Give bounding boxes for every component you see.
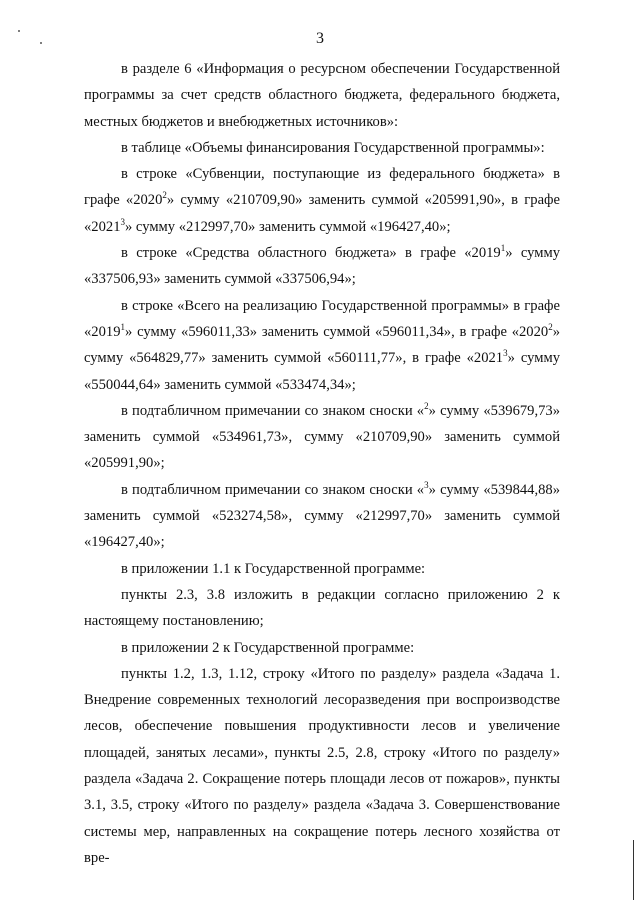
paragraph-text: в строке «Всего на реализацию Государственной программы» в графе «2019	[84, 297, 560, 340]
footnote-mark: 2	[548, 322, 553, 333]
paragraph-text: в таблице «Объемы финансирования Государственной программы»:	[121, 139, 545, 156]
footnote-mark: 3	[503, 348, 508, 359]
paragraph-text: в приложении 1.1 к Государственной программе:	[121, 560, 426, 577]
footnote-mark: 1	[120, 322, 125, 333]
paragraph	[84, 240, 560, 293]
paragraph-text: в подтабличном примечании со знаком сноски «	[121, 481, 425, 498]
paragraph-text: в приложении 2 к Государственной программе:	[121, 639, 415, 656]
footnote-mark: 3	[120, 216, 125, 227]
paragraph	[84, 582, 560, 635]
paragraph	[84, 477, 560, 556]
footnote-mark: 1	[500, 243, 506, 254]
paragraph-text: пункты 2.3, 3.8 изложить в редакции согласно приложению 2 к настоящему постановлению;	[84, 586, 560, 630]
paragraph-text: пункты 1.2, 1.3, 1.12, строку «Итого по разделу» раздела «Задача 1. Внедрение современных технологий лесоразведения при воспроизводстве лесов, обеспечение повышения продуктивности лесов и увеличение площадей, занятых лесами», пункты 2.5, 2.8, строку «Итого по разделу» раздела «Задача 2. Сокращение потерь площади лесов от пожаров», пункты 3.1, 3.5, строку «Итого по разделу» раздела «Задача 3. Совершенствование системы мер, направленных на сокращение потерь лесного хозяйства от вре-	[84, 665, 560, 866]
paragraph	[84, 635, 560, 661]
document-body	[84, 56, 560, 871]
paragraph-text: » сумму «596011,33» заменить суммой «596011,34», в графе «2020	[124, 323, 549, 340]
page-number: 3	[316, 30, 324, 47]
paragraph-text: » сумму «539679,73» заменить суммой «534961,73», сумму «210709,90» заменить суммой «205991,90»;	[84, 402, 560, 472]
paragraph	[84, 556, 560, 582]
paragraph-text: в разделе 6 «Информация о ресурсном обеспечении Государственной программы за счет средств областного бюджета, федерального бюджета, местных бюджетов и внебюджетных источников»:	[84, 61, 560, 130]
paragraph-text: в строке «Средства областного бюджета» в графе «2019	[121, 245, 501, 262]
paragraph	[84, 56, 560, 135]
paragraph-text: » сумму «550044,64» заменить суммой «533474,34»;	[84, 350, 560, 393]
paragraph	[84, 293, 560, 398]
paragraph-text: » сумму «212997,70» заменить суммой «196427,40»;	[124, 218, 451, 235]
paragraph-text: в строке «Субвенции, поступающие из федерального бюджета» в графе «2020	[84, 166, 560, 209]
paragraph	[84, 135, 560, 161]
paragraph	[84, 398, 560, 477]
scan-edge-line	[633, 840, 634, 900]
paragraph	[84, 161, 560, 240]
footnote-mark: 3	[424, 479, 429, 490]
paragraph-text: » сумму «337506,93» заменить суммой «337506,94»;	[84, 245, 560, 288]
paragraph-text: » сумму «564829,77» заменить суммой «560111,77», в графе «2021	[84, 323, 560, 367]
paragraph-text: в подтабличном примечании со знаком сноски «	[121, 402, 425, 419]
footnote-mark: 2	[162, 190, 167, 201]
footnote-mark: 2	[424, 401, 429, 411]
paragraph-text: » сумму «210709,90» заменить суммой «205991,90», в графе «2021	[84, 192, 560, 235]
paragraph	[84, 661, 560, 871]
paragraph-text: » сумму «539844,88» заменить суммой «523274,58», сумму «212997,70» заменить суммой «196427,40»;	[84, 481, 560, 551]
